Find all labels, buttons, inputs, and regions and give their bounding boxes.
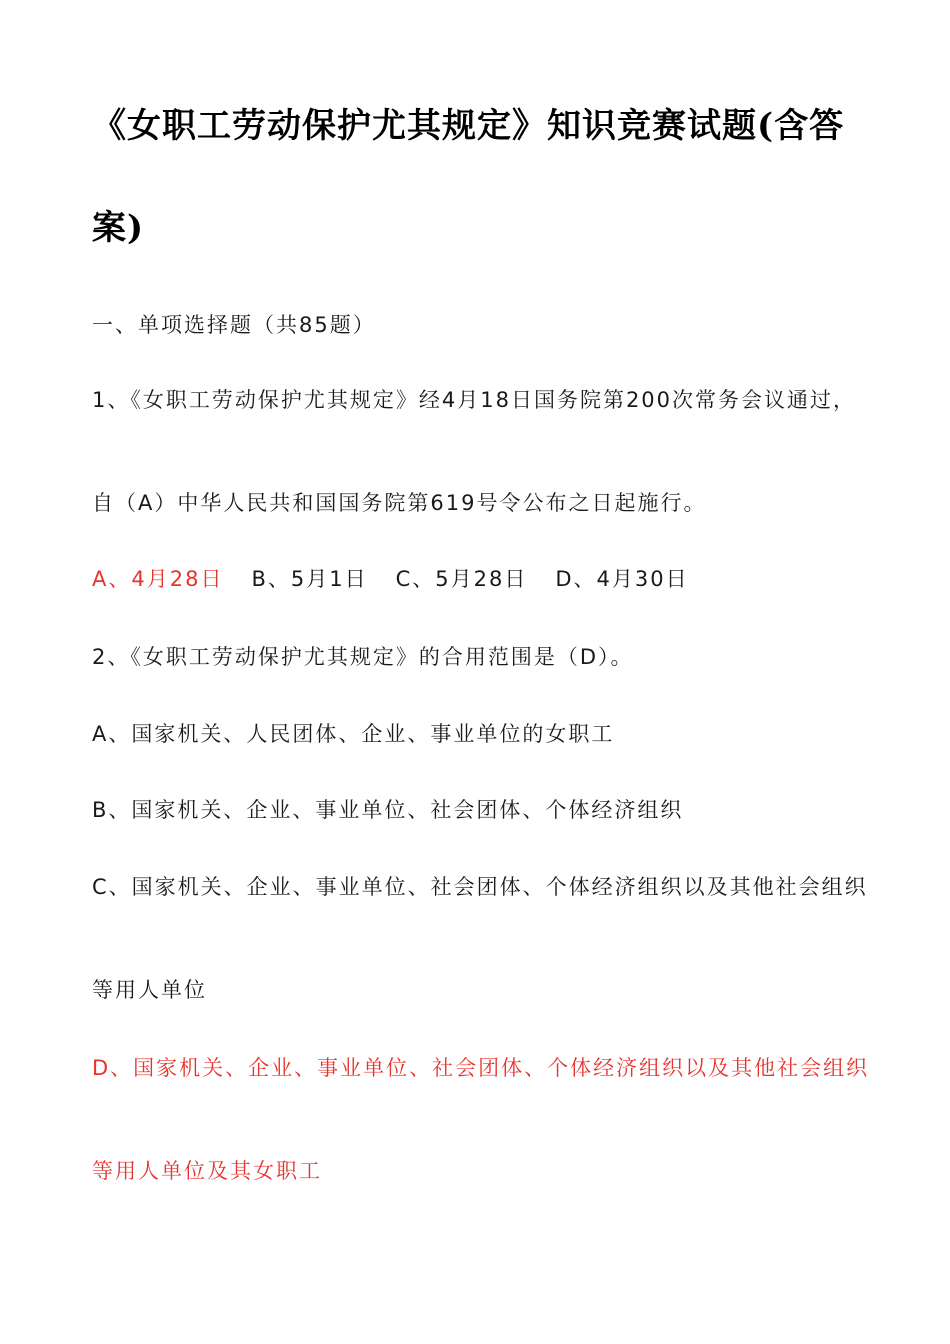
- question-1-text-line-1: 1、《女职工劳动保护尤其规定》经4月18日国务院第200次常务会议通过，: [92, 388, 857, 412]
- question-1-option-d: D、4月30日: [555, 567, 689, 591]
- question-2-option-a: A、国家机关、人民团体、企业、事业单位的女职工: [92, 722, 615, 746]
- document-title-line-2: 案): [92, 208, 145, 248]
- question-1-options: [92, 565, 717, 593]
- question-2-option-c-line-1: C、国家机关、企业、事业单位、社会团体、个体经济组织以及其他社会组织: [92, 875, 868, 899]
- section-heading: 一、单项选择题（共85题）: [92, 313, 376, 337]
- document-title-line-1: 《女职工劳动保护尤其规定》知识竞赛试题(含答: [92, 106, 845, 146]
- question-2-option-c-line-2: 等用人单位: [92, 978, 207, 1002]
- question-1-option-a-answer: A、4月28日: [92, 567, 224, 591]
- question-1-option-b: B、5月1日: [251, 567, 368, 591]
- question-2-option-b: B、国家机关、企业、事业单位、社会团体、个体经济组织: [92, 798, 684, 822]
- question-2-option-d-answer-line-1: D、国家机关、企业、事业单位、社会团体、个体经济组织以及其他社会组织: [92, 1056, 870, 1080]
- question-2-option-d-answer-line-2: 等用人单位及其女职工: [92, 1159, 322, 1183]
- question-1-text-line-2: 自（A）中华人民共和国国务院第619号令公布之日起施行。: [92, 491, 707, 515]
- question-1-option-c: C、5月28日: [395, 567, 528, 591]
- question-2-text: 2、《女职工劳动保护尤其规定》的合用范围是（D）。: [92, 645, 634, 669]
